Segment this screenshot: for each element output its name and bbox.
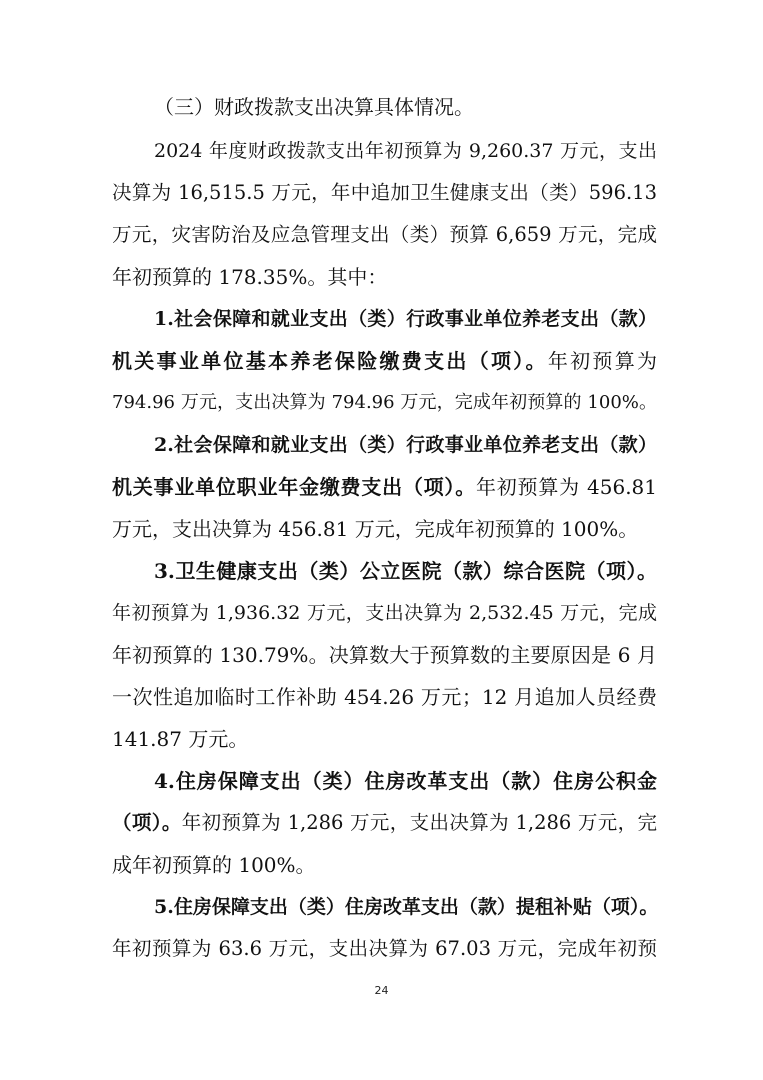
item-5-line-1 xyxy=(154,891,657,923)
item-4-text-3: 成年初预算的 100%。 xyxy=(112,853,316,877)
summary-line-3 xyxy=(112,219,657,251)
item-1-line-1 xyxy=(154,303,657,335)
item-4-title-part-1: 4.住房保障支出（类）住房改革支出（款）住房公积金 xyxy=(154,769,657,793)
item-3-text-4: 一次性追加临时工作补助 454.26 万元；12 月追加人员经费 xyxy=(112,685,657,709)
item-4-line-2 xyxy=(112,807,657,839)
summary-line-1 xyxy=(154,135,657,167)
item-4-text-2: 年初预算为 1,286 万元，支出决算为 1,286 万元，完 xyxy=(181,811,657,834)
item-1-text-3: 794.96 万元，支出决算为 794.96 万元，完成年初预算的 100%。 xyxy=(112,392,657,413)
item-1-line-2 xyxy=(112,345,657,377)
item-3-text-3: 年初预算的 130.79%。决算数大于预算数的主要原因是 6 月 xyxy=(112,643,657,667)
item-2-line-2 xyxy=(112,471,657,503)
summary-text-2: 决算为 16,515.5 万元，年中追加卫生健康支出（类）596.13 xyxy=(112,181,657,204)
item-3-line-5 xyxy=(112,723,657,755)
item-4-title-part-2: （项）。 xyxy=(112,811,182,834)
item-2-text-2: 年初预算为 456.81 xyxy=(476,475,658,499)
item-1-line-3 xyxy=(112,387,657,419)
summary-text-1: 2024 年度财政拨款支出年初预算为 9,260.37 万元，支出 xyxy=(154,140,657,162)
item-5-line-2 xyxy=(112,933,657,965)
item-4-line-3 xyxy=(112,849,657,881)
section-heading xyxy=(154,91,657,123)
section-heading-text: （三）财政拨款支出决算具体情况。 xyxy=(154,95,474,119)
summary-line-4 xyxy=(112,261,657,293)
page-number: 24 xyxy=(374,984,389,997)
item-2-line-3 xyxy=(112,513,657,545)
item-2-line-1 xyxy=(154,429,657,461)
item-3-line-4 xyxy=(112,681,657,713)
item-3-text-2: 年初预算为 1,936.32 万元，支出决算为 2,532.45 万元，完成 xyxy=(112,602,657,624)
item-5-text-2: 年初预算为 63.6 万元，支出决算为 67.03 万元，完成年初预 xyxy=(112,937,657,960)
summary-text-4: 年初预算的 178.35%。其中： xyxy=(112,265,388,289)
item-1-title-part-1: 1.社会保障和就业支出（类）行政事业单位养老支出（款） xyxy=(154,308,657,330)
item-3-line-3 xyxy=(112,639,657,671)
item-2-text-3: 万元，支出决算为 456.81 万元，完成年初预算的 100%。 xyxy=(112,517,639,541)
item-4-line-1 xyxy=(154,765,657,797)
item-1-title-part-2: 机关事业单位基本养老保险缴费支出（项）。 xyxy=(112,349,548,373)
item-3-text-5: 141.87 万元。 xyxy=(112,727,249,751)
item-1-text-2: 年初预算为 xyxy=(547,349,658,373)
item-2-title-part-1: 2.社会保障和就业支出（类）行政事业单位养老支出（款） xyxy=(154,434,657,456)
item-5-title: 5.住房保障支出（类）住房改革支出（款）提租补贴（项）。 xyxy=(154,896,659,918)
item-3-line-1 xyxy=(154,555,657,587)
summary-text-3: 万元，灾害防治及应急管理支出（类）预算 6,659 万元，完成 xyxy=(112,223,657,246)
item-2-title-part-2: 机关事业单位职业年金缴费支出（项）。 xyxy=(112,475,476,499)
item-3-line-2 xyxy=(112,597,657,629)
item-3-title: 3.卫生健康支出（类）公立医院（款）综合医院（项）。 xyxy=(154,559,657,583)
summary-line-2 xyxy=(112,177,657,209)
